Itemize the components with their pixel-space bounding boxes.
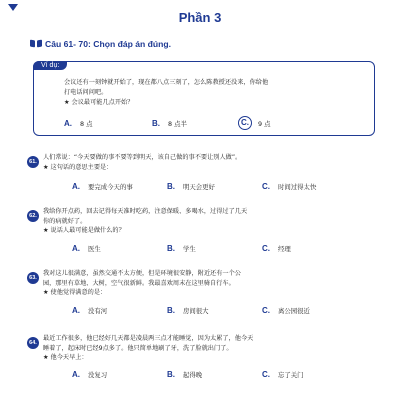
question-line: ★ 这句话的意思主要是： [43,163,113,171]
option-c[interactable] [262,182,316,191]
option-letter: B. [167,306,175,315]
option-letter: A. [72,370,80,379]
option-letter: A. [72,306,80,315]
question-line: 园，那里有草地、大树，空气很新鲜。我最喜欢周末在这里骑自行车。 [43,279,235,287]
option-letter: A. [72,182,80,191]
option-text: 没复习 [88,371,108,379]
page-title: Phần 3 [178,10,222,25]
option-text: 没有河 [88,307,108,315]
section-heading [30,39,171,49]
option-text: 8 点 [80,119,93,128]
book-icon [30,40,42,48]
option-letter: C. [262,306,270,315]
question-line: 最近工作很多，他已经好几天都是凌晨两三点才能睡觉，因为太累了，他今天 [43,335,254,342]
question-line: 人们常说：“今天要做的事不要等到明天，该自己做的事不要让别人做”。 [43,154,242,161]
option-c[interactable] [262,306,310,315]
example-text-line: 打电话问问吧。 [64,88,108,96]
example-label: Ví dụ: [33,61,67,70]
option-letter: C. [262,370,270,379]
option-text: 离公园很近 [278,307,310,315]
option-a[interactable] [72,182,167,191]
question-text [43,153,371,172]
example-text-line: 会议还有一刻钟就开始了，现在都八点三刻了，怎么陈教授还没来，你给他 [64,79,269,86]
question-options [72,306,310,315]
question-text [43,269,371,298]
example-option-c[interactable] [240,116,271,130]
option-letter: B. [167,244,175,253]
example-text [64,78,369,97]
question-number: 63. [27,272,39,284]
option-c[interactable] [262,244,291,253]
option-text: 8 点半 [168,119,187,128]
example-options [64,116,271,130]
question-number: 61. [27,156,39,168]
example-box [33,61,375,136]
option-b[interactable] [167,370,262,379]
option-text: 房间很大 [183,307,209,315]
option-text: 经理 [278,245,291,253]
option-letter: B. [167,370,175,379]
option-letter: C. [262,244,270,253]
option-letter: C. [262,182,270,191]
option-b[interactable] [167,306,262,315]
option-letter-selected: C. [238,116,252,130]
option-c[interactable] [262,370,304,379]
question-options [72,370,304,379]
option-a[interactable] [72,306,167,315]
example-option-b[interactable] [152,119,240,128]
question-text [43,207,371,236]
option-text: 忘了关门 [278,371,304,379]
option-a[interactable] [72,370,167,379]
question-line: 我对这儿很满意，虽然交通不太方便，但是环境很安静，附近还有一个公 [43,270,241,277]
option-a[interactable] [72,244,167,253]
question-line: 睡着了，起床时已经9点多了。他只简单地刷了牙，洗了脸就出门了。 [43,344,233,352]
option-b[interactable] [167,244,262,253]
option-b[interactable] [167,182,262,191]
option-text: 要完成今天的事 [88,183,133,191]
question-options [72,244,291,253]
question-text [43,334,371,363]
option-letter: B. [152,118,160,128]
question-line: 你的病就好了。 [43,217,87,225]
option-text: 时间过得太快 [278,183,317,191]
question-line: ★ 他今天早上： [43,354,88,362]
option-text: 起得晚 [183,371,203,379]
question-options [72,182,316,191]
option-letter: B. [167,182,175,191]
option-text: 9 点 [258,119,271,128]
question-line: ★ 使他觉得满意的是： [43,289,107,297]
question-number: 62. [27,210,39,222]
option-text: 医生 [88,245,101,253]
example-question: ★ 会议最可能几点开始？ [64,99,134,106]
question-number: 64. [27,337,39,349]
option-letter: A. [64,118,72,128]
section-heading-text: Câu 61- 70: Chọn đáp án đúng. [45,39,172,49]
example-option-a[interactable] [64,119,152,128]
question-line: ★ 说话人最可能是做什么的？ [43,227,125,235]
question-line: 我给你开点药，回去记得每天准时吃药，注意保暖、多喝水，过得过了几天 [43,208,248,215]
option-letter: A. [72,244,80,253]
option-text: 学生 [183,245,196,253]
option-text: 明天会更好 [183,183,215,191]
